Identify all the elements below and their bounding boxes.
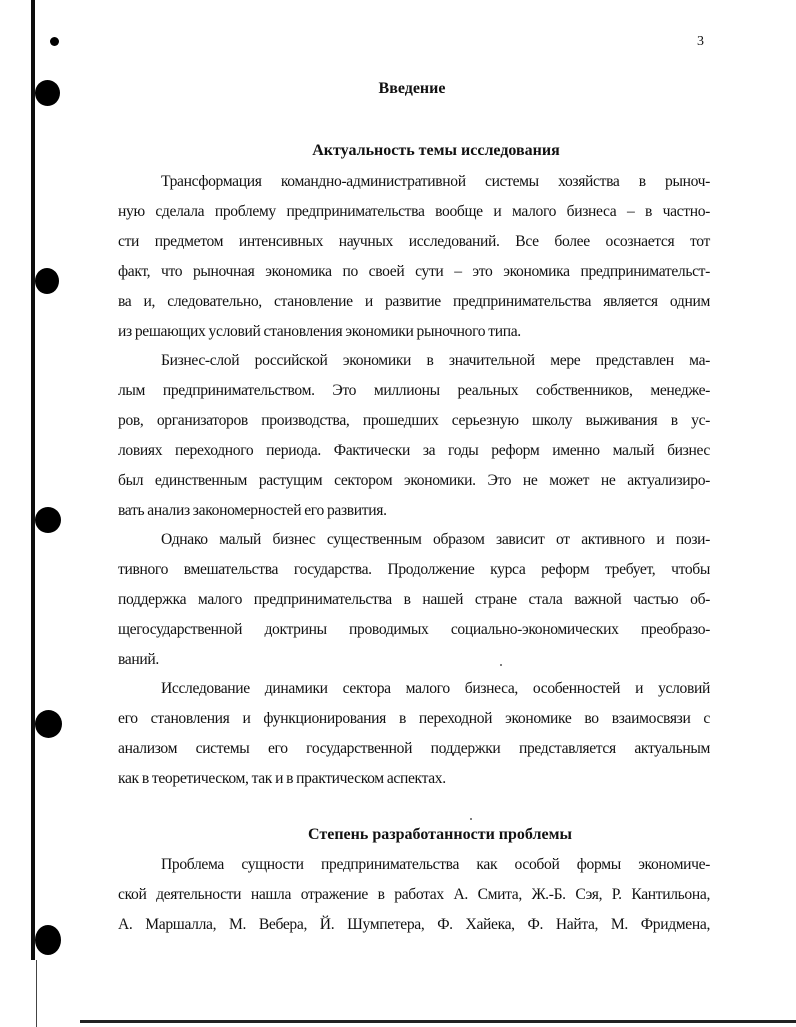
paragraph: [118, 674, 710, 794]
text-line: Бизнес-слой российской экономики в значительной мере представлен ма-: [161, 352, 710, 369]
text-line: ров, организаторов производства, прошедших серьезную школу выживания в ус-: [118, 412, 710, 429]
scan-speck: [470, 818, 472, 820]
text-line: его становления и функционирования в переходной экономике во взаимосвязи с: [118, 710, 710, 727]
paragraph: [118, 346, 710, 526]
text-line: ловиях переходного периода. Фактически за годы реформ именно малый бизнес: [118, 442, 710, 459]
text-line: факт, что рыночная экономика по своей сути – это экономика предпринимательст-: [118, 263, 710, 280]
binding-edge: [31, 0, 35, 960]
text-line: сти предметом интенсивных научных исследований. Все более осознается тот: [118, 233, 710, 250]
punch-hole: [35, 507, 61, 533]
text-line: А. Маршалла, М. Вебера, Й. Шумпетера, Ф. Хайека, Ф. Найта, М. Фридмена,: [118, 916, 710, 933]
text-line: щегосударственной доктрины проводимых социально-экономических преобразо-: [118, 621, 710, 638]
section-title-relevance: Актуальность темы исследования: [312, 142, 560, 159]
text-line: лым предпринимательством. Это миллионы реальных собственников, менедже-: [118, 382, 710, 399]
text-line: ва и, следовательно, становление и развитие предпринимательства является одним: [118, 293, 710, 310]
text-line: как в теоретическом, так и в практическом аспектах.: [118, 770, 446, 787]
text-line: поддержка малого предпринимательства в нашей стране стала важной частью об-: [118, 591, 710, 608]
text-line: анализом системы его государственной поддержки представляется актуальным: [118, 740, 710, 757]
section-title-elaboration: Степень разработанности проблемы: [308, 826, 572, 843]
text-line: Проблема сущности предпринимательства как особой формы экономиче-: [161, 856, 710, 873]
punch-hole: [35, 710, 62, 738]
paragraph: [118, 525, 710, 675]
punch-hole: [35, 925, 61, 955]
text-line: из решающих условий становления экономики рыночного типа.: [118, 323, 521, 340]
punch-hole: [35, 268, 59, 294]
text-line: Трансформация командно-административной системы хозяйства в рыноч-: [161, 173, 710, 190]
paragraph: [118, 167, 710, 347]
page-number: 3: [697, 34, 704, 49]
punch-hole: [50, 37, 59, 46]
text-line: Однако малый бизнес существенным образом зависит от активного и пози-: [161, 531, 710, 548]
chapter-title: Введение: [378, 80, 446, 97]
text-line: Исследование динамики сектора малого бизнеса, особенностей и условий: [161, 680, 710, 697]
text-line: был единственным растущим сектором экономики. Это не может не актуализиро-: [118, 472, 710, 489]
paragraph: [118, 850, 710, 940]
text-line: ской деятельности нашла отражение в работах А. Смита, Ж.-Б. Сэя, Р. Кантильона,: [118, 886, 710, 903]
binding-edge-tail: [36, 960, 37, 1027]
bottom-scan-line: [80, 1020, 796, 1023]
text-line: тивного вмешательства государства. Продолжение курса реформ требует, чтобы: [118, 561, 710, 578]
text-line: ную сделала проблему предпринимательства вообще и малого бизнеса – в частно-: [118, 203, 710, 220]
text-line: вать анализ закономерностей его развития.: [118, 502, 387, 519]
text-line: ваний.: [118, 651, 159, 668]
